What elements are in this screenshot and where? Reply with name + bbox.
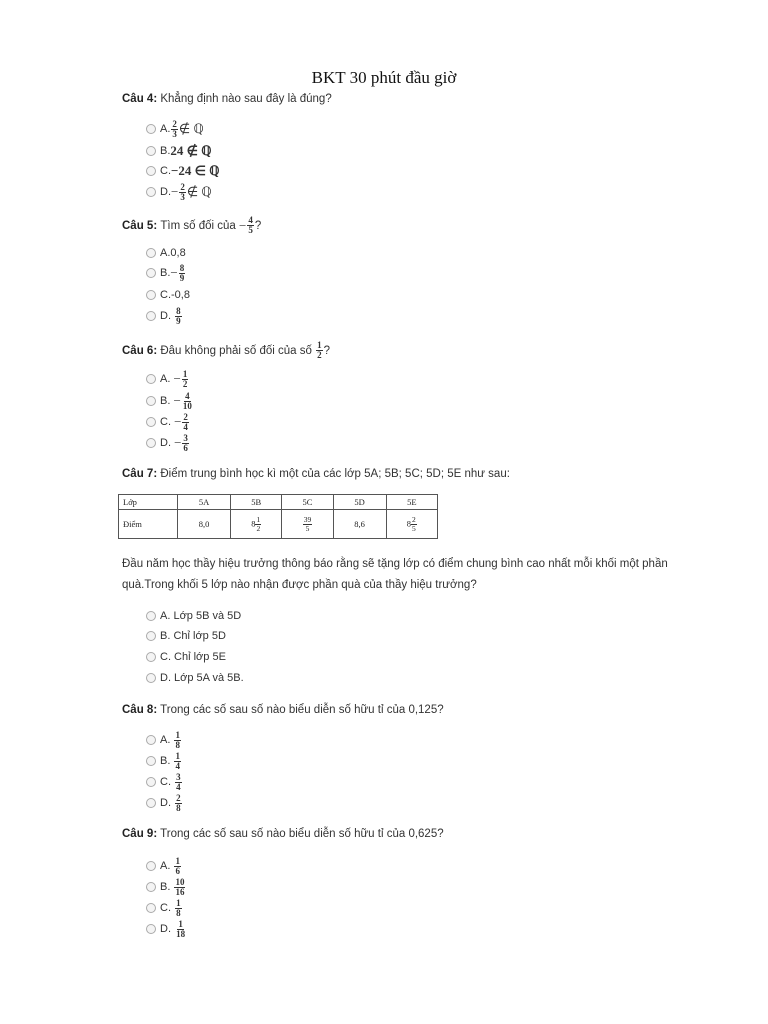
q7-option-b[interactable]: B. Chỉ lớp 5D	[146, 627, 226, 645]
radio-button[interactable]	[146, 146, 156, 156]
q6-option-c[interactable]: C. − $\frac{2}{4}$	[146, 413, 190, 431]
question-9	[122, 828, 444, 840]
question-text: Đâu không phải số đối của số	[160, 344, 312, 357]
radio-button[interactable]	[146, 268, 156, 278]
fraction: $\frac{1}{6}$	[175, 855, 180, 876]
q7-option-a[interactable]: A. Lớp 5B và 5D	[146, 607, 241, 625]
table-row	[119, 510, 438, 539]
fraction: $\frac{2}{8}$	[176, 792, 181, 813]
q6-option-d[interactable]: D. − $\frac{3}{6}$	[146, 434, 190, 452]
q9-option-a[interactable]: A. $\frac{1}{6}$	[146, 857, 182, 875]
table-cell: $\frac{39}{5}$	[282, 510, 333, 539]
question-8	[122, 704, 444, 716]
radio-button[interactable]	[146, 611, 156, 621]
radio-button[interactable]	[146, 777, 156, 787]
radio-button[interactable]	[146, 903, 156, 913]
q8-option-c[interactable]: C. $\frac{3}{4}$	[146, 773, 183, 791]
q4-option-a[interactable]: A. $\frac{2}{3}$ ∉ ℚ	[146, 120, 204, 138]
radio-button[interactable]	[146, 311, 156, 321]
fraction: $\frac{10}{16}$	[175, 876, 185, 897]
q6-option-b[interactable]: B. − $\frac{4}{10}$	[146, 392, 194, 410]
q4-option-c[interactable]: C. −24 ∈ ℚ	[146, 162, 219, 180]
fraction: $\frac{1}{2}$	[317, 340, 322, 360]
fraction: $\frac{4}{10}$	[182, 390, 192, 411]
question-text: Trong các số sau số nào biểu diễn số hữu tỉ của 0,625?	[160, 828, 444, 840]
radio-button[interactable]	[146, 631, 156, 641]
q9-option-b[interactable]: B. $\frac{10}{16}$	[146, 878, 186, 896]
question-text: Tìm số đối của	[160, 219, 236, 232]
table-cell: 8,6	[333, 510, 386, 539]
question-7-paragraph: Đầu năm học thầy hiệu trưởng thông báo rằng sẽ tặng lớp có điểm chung bình cao nhất mỗi khối một phần quà.Trong khối 5 lớp nào nhận được phần quà của thầy hiệu trưởng?	[122, 558, 668, 591]
fraction: $\frac{8}{9}$	[176, 305, 181, 326]
q4-option-d[interactable]: D. − $\frac{2}{3}$ ∉ ℚ	[146, 183, 212, 201]
q5-option-c[interactable]: C. -0,8	[146, 286, 190, 304]
q5-option-d[interactable]: D. $\frac{8}{9}$	[146, 307, 183, 325]
table-cell: 8 $\frac{1}{2}$	[231, 510, 282, 539]
radio-button[interactable]	[146, 756, 156, 766]
radio-button[interactable]	[146, 124, 156, 134]
fraction: $\frac{2}{3}$	[180, 181, 185, 202]
radio-button[interactable]	[146, 652, 156, 662]
table-header-row	[119, 495, 438, 510]
question-4	[122, 93, 332, 105]
table-cell: Điểm	[119, 510, 178, 539]
q6-option-a[interactable]: A. − $\frac{1}{2}$	[146, 370, 189, 388]
table-header-cell: 5E	[386, 495, 437, 510]
radio-button[interactable]	[146, 166, 156, 176]
q9-option-c[interactable]: C. $\frac{1}{8}$	[146, 899, 183, 917]
q5-option-a[interactable]: A. 0,8	[146, 244, 186, 262]
q8-option-d[interactable]: D. $\frac{2}{8}$	[146, 794, 183, 812]
radio-button[interactable]	[146, 396, 156, 406]
grades-table	[118, 494, 438, 539]
radio-button[interactable]	[146, 374, 156, 384]
table-header-cell: 5D	[333, 495, 386, 510]
table-header-cell: Lớp	[119, 495, 178, 510]
radio-button[interactable]	[146, 417, 156, 427]
radio-button[interactable]	[146, 187, 156, 197]
radio-button[interactable]	[146, 248, 156, 258]
table-header-cell: 5C	[282, 495, 333, 510]
q7-option-c[interactable]: C. Chỉ lớp 5E	[146, 648, 226, 666]
question-label: Câu 9:	[122, 828, 158, 840]
table-header-cell: 5A	[178, 495, 231, 510]
fraction: $\frac{3}{6}$	[183, 432, 188, 453]
question-label: Câu 5:	[122, 219, 158, 232]
question-label: Câu 8:	[122, 704, 158, 716]
page-title: BKT 30 phút đầu giờ	[311, 68, 457, 87]
table-cell: 8,0	[178, 510, 231, 539]
table-header-cell: 5B	[231, 495, 282, 510]
fraction: $\frac{1}{2}$	[182, 368, 188, 389]
fraction: $\frac{4}{5}$	[248, 215, 253, 235]
radio-button[interactable]	[146, 673, 156, 683]
radio-button[interactable]	[146, 438, 156, 448]
fraction: $\frac{2}{4}$	[183, 411, 188, 432]
radio-button[interactable]	[146, 924, 156, 934]
q8-option-b[interactable]: B. $\frac{1}{4}$	[146, 752, 182, 770]
fraction: $\frac{3}{4}$	[176, 771, 181, 792]
radio-button[interactable]	[146, 735, 156, 745]
q7-option-d[interactable]: D. Lớp 5A và 5B.	[146, 669, 244, 687]
question-label: Câu 7:	[122, 468, 158, 480]
q5-option-b[interactable]: B. − $\frac{8}{9}$	[146, 264, 186, 282]
question-text: Điểm trung bình học kì một của các lớp 5A; 5B; 5C; 5D; 5E như sau:	[160, 468, 510, 480]
question-label: Câu 6:	[122, 344, 158, 357]
q9-option-d[interactable]: D. $\frac{1}{18}$	[146, 920, 187, 938]
question-5: Câu 5: Tìm số đối của − $\frac{4}{5}$ ?	[122, 215, 262, 235]
table-cell: 8 $\frac{2}{5}$	[386, 510, 437, 539]
fraction: $\frac{1}{18}$	[176, 918, 186, 939]
radio-button[interactable]	[146, 861, 156, 871]
radio-button[interactable]	[146, 798, 156, 808]
fraction: $\frac{1}{4}$	[175, 750, 180, 771]
question-7	[122, 468, 510, 480]
q4-option-b[interactable]: B. 24 ∉ ℚ	[146, 142, 211, 160]
fraction: $\frac{1}{8}$	[175, 729, 180, 750]
fraction: $\frac{8}{9}$	[179, 262, 185, 283]
question-text: Khẳng định nào sau đây là đúng?	[160, 93, 332, 105]
fraction: $\frac{1}{8}$	[176, 897, 181, 918]
radio-button[interactable]	[146, 290, 156, 300]
question-text: Trong các số sau số nào biểu diễn số hữu tỉ của 0,125?	[160, 704, 444, 716]
question-label: Câu 4:	[122, 93, 158, 105]
q8-option-a[interactable]: A. $\frac{1}{8}$	[146, 731, 182, 749]
fraction: $\frac{2}{3}$	[172, 118, 177, 139]
question-6: Câu 6: Đâu không phải số đối của số $\frac{1}{2}$ ?	[122, 340, 330, 360]
radio-button[interactable]	[146, 882, 156, 892]
